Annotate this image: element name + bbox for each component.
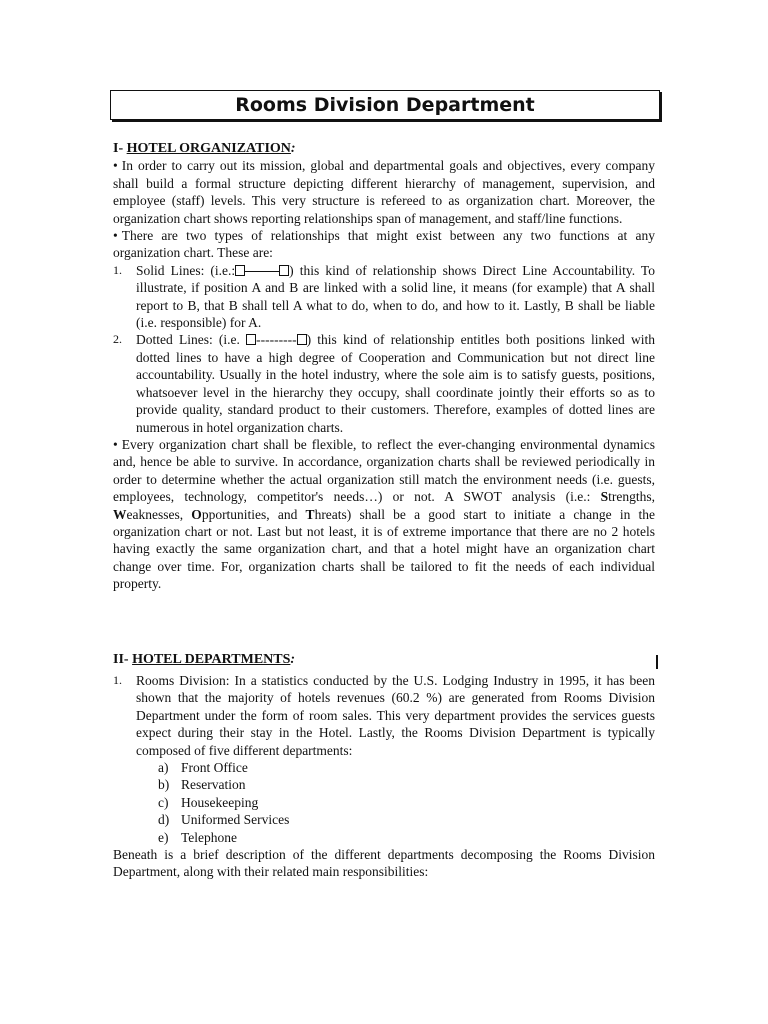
section-heading-departments bbox=[113, 652, 658, 670]
department-name: Uniformed Services bbox=[181, 812, 290, 828]
paragraph-relationship-types: • There are two types of relationships that might exist between any two functions at any organization chart. These are: bbox=[113, 227, 655, 262]
list-letter: e) bbox=[158, 829, 169, 845]
swot-t: T bbox=[305, 506, 315, 522]
list-number: 2. bbox=[113, 332, 122, 347]
flexibility-text: Every organization chart shall be flexible, to reflect the ever-changing environmental dynamics and, hence be able to survive. In accordance, organization charts shall be reviewed periodically in order to determine whether the actual organization still match the environment needs (i.e. guests, employees, technology, competitor's needs…) or not. A SWOT analysis (i.e.: bbox=[113, 436, 655, 505]
swot-o: O bbox=[191, 506, 202, 522]
list-item bbox=[158, 811, 655, 828]
heading-colon: : bbox=[290, 652, 296, 667]
department-name: Telephone bbox=[181, 829, 238, 845]
paragraph-organization-structure: • In order to carry out its mission, global and departmental goals and objectives, every company shall build a formal structure depicting different hierarchy of management, supervision, and employee (staff) levels. This very structure is refereed to as organization chart. Moreover, the organization chart shows reporting relationships span of management, and staff/line functions. bbox=[113, 157, 655, 227]
department-name: Reservation bbox=[181, 777, 246, 793]
heading-colon: : bbox=[290, 141, 296, 156]
box-icon bbox=[279, 265, 289, 276]
document-title: Rooms Division Department bbox=[110, 90, 660, 120]
section-hotel-organization bbox=[113, 140, 655, 593]
department-name: Front Office bbox=[181, 760, 248, 776]
list-item-solid-lines bbox=[113, 262, 655, 332]
list-item bbox=[158, 759, 655, 776]
box-icon bbox=[297, 334, 307, 345]
swot-s: S bbox=[600, 489, 609, 505]
list-letter: b) bbox=[158, 777, 170, 793]
solid-line-icon bbox=[245, 271, 279, 272]
list-number: 1. bbox=[113, 262, 122, 277]
solid-lines-intro: Solid Lines: (i.e.: bbox=[136, 262, 236, 278]
list-letter: c) bbox=[158, 794, 169, 810]
list-item-dotted-lines bbox=[113, 331, 655, 435]
section-heading-organization bbox=[113, 140, 655, 157]
paragraph-flexibility bbox=[113, 436, 655, 593]
heading-number: I- bbox=[113, 141, 127, 156]
list-item bbox=[158, 829, 655, 846]
swot-w-rest: eaknesses, bbox=[126, 506, 192, 522]
paragraph-closing: Beneath is a brief description of the different departments decomposing the Rooms Division Department, along with their related main responsibilities: bbox=[113, 847, 655, 880]
list-item-rooms-division bbox=[113, 672, 655, 759]
list-number: 1. bbox=[113, 673, 122, 687]
heading-number: II- bbox=[113, 652, 133, 667]
swot-t-rest: hreats) shall be a good start to initiate a change in the organization chart or not. Last but not least, it is of extreme importance that there are no 2 hotels having exactly the same organization chart, and that a hotel might have an organization chart change over time. For, organization charts shall be tailored to fit the needs of each individual property. bbox=[113, 506, 655, 592]
list-letter: d) bbox=[158, 812, 170, 828]
list-letter: a) bbox=[158, 760, 169, 776]
list-item bbox=[158, 794, 655, 811]
dotted-line-icon: --------- bbox=[256, 332, 297, 348]
heading-text: HOTEL ORGANIZATION bbox=[126, 141, 291, 156]
swot-s-rest: trengths, bbox=[608, 489, 655, 505]
list-item bbox=[158, 776, 655, 793]
dotted-lines-description: ) this kind of relationship entitles both positions linked with dotted lines to have a high degree of Cooperation and Communication but not direct line accountability. Usually in the hotel industry, where the sole aim is to satisfy guests, positions, whatsoever level in the hierarchy they occupy, shall coordinate jointly their efforts so as to provide quality, standard product to their customers. Therefore, examples of dotted lines are numerous in hotel organization charts. bbox=[136, 332, 655, 435]
department-name: Housekeeping bbox=[181, 794, 259, 810]
box-icon bbox=[235, 265, 245, 276]
swot-w: W bbox=[113, 506, 127, 522]
swot-o-rest: pportunities, and bbox=[201, 506, 306, 522]
departments-list bbox=[113, 759, 655, 846]
box-icon bbox=[246, 334, 256, 345]
rooms-division-text: Rooms Division: In a statistics conducted by the U.S. Lodging Industry in 1995, it has been shown that the majority of hotels revenues (60.2 %) are generated from Rooms Division Department under the form of room sales. This very department provides the services guests expect during their stay in the Hotel. Lastly, the Rooms Division Department is typically composed of five different departments: bbox=[136, 673, 655, 758]
section-hotel-departments bbox=[113, 672, 655, 881]
solid-lines-description: ) this kind of relationship shows Direct Line Accountability. To illustrate, if position A and B are linked with a solid line, it means (for example) that A shall report to B, that B shall tell A what to do, when to do, and how to it. Lastly, B shall be liable (i.e. responsible) for A. bbox=[136, 262, 655, 331]
heading-text: HOTEL DEPARTMENTS bbox=[132, 652, 291, 667]
heading-rule bbox=[656, 655, 658, 669]
dotted-lines-intro: Dotted Lines: (i.e. bbox=[136, 332, 247, 348]
